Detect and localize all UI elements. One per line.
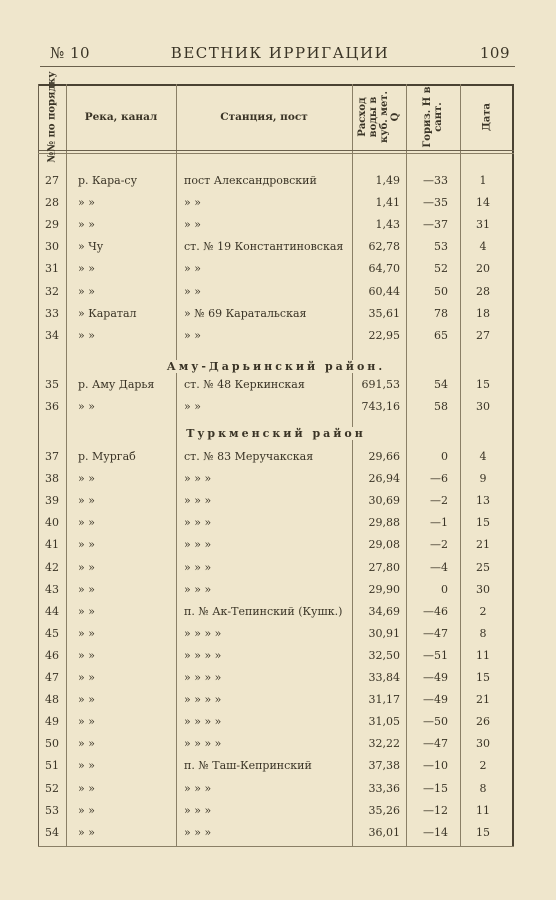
- date-cell: 15: [476, 671, 490, 684]
- river-cell: р. Мургаб: [78, 450, 136, 463]
- horizon-cell: —47: [423, 626, 448, 640]
- date-cell: 31: [476, 218, 490, 232]
- date-cell: 25: [476, 560, 490, 574]
- river-cell: р. Кара-су: [78, 174, 138, 187]
- horizon-cell: —46: [423, 604, 448, 618]
- column-header-flow-label: Расход воды в куб. мет. Q: [357, 91, 401, 143]
- river-cell: » Чу: [78, 240, 104, 254]
- horizon-cell: —2: [430, 494, 448, 508]
- horizon-cell: —50: [423, 715, 448, 729]
- flow-cell: 29,08: [368, 538, 400, 552]
- column-header-flow: [352, 84, 406, 150]
- row-number: 52: [45, 781, 59, 795]
- table-bottom-rule: [38, 846, 514, 847]
- row-number: 32: [45, 284, 59, 298]
- river-cell: » »: [78, 648, 95, 662]
- table-row: [38, 236, 514, 258]
- page-header: [50, 44, 510, 66]
- river-cell: » »: [78, 715, 95, 729]
- table-row: [38, 623, 514, 645]
- station-cell: ст. № 48 Керкинская: [184, 378, 305, 391]
- date-cell: 30: [476, 737, 490, 751]
- column-header-river-label: Река, канал: [84, 111, 158, 123]
- table-row: [38, 689, 514, 711]
- section-heading-text: Туркменский район: [182, 427, 370, 440]
- horizon-cell: —51: [423, 648, 448, 662]
- horizon-cell: 54: [434, 378, 448, 391]
- station-cell: » » »: [184, 825, 212, 839]
- table-row: [38, 281, 514, 303]
- horizon-cell: 0: [441, 582, 448, 596]
- row-number: 49: [45, 715, 59, 729]
- station-cell: п. № Ак-Тепинский (Кушк.): [184, 604, 343, 618]
- horizon-cell: —2: [430, 538, 448, 552]
- station-cell: » № 69 Каратальская: [184, 306, 307, 320]
- flow-cell: 34,69: [368, 604, 400, 618]
- horizon-cell: 50: [434, 284, 448, 298]
- row-number: 50: [45, 737, 59, 751]
- date-cell: 8: [479, 626, 487, 640]
- date-cell: 11: [476, 648, 490, 662]
- date-cell: 9: [479, 472, 487, 486]
- data-table: [38, 71, 514, 846]
- table-row: [38, 534, 514, 556]
- date-cell: 14: [476, 196, 490, 210]
- table-row: [38, 468, 514, 490]
- row-number: 48: [45, 693, 59, 707]
- table-row: [38, 800, 514, 822]
- river-cell: » »: [78, 759, 95, 773]
- horizon-cell: —37: [423, 218, 448, 232]
- flow-cell: 62,78: [368, 240, 400, 254]
- river-cell: » »: [78, 693, 95, 707]
- date-cell: 20: [476, 262, 490, 276]
- station-cell: » » » »: [184, 715, 222, 729]
- station-cell: » » »: [184, 582, 212, 596]
- flow-cell: 36,01: [368, 825, 400, 839]
- table-row: [38, 446, 514, 468]
- table-row: [38, 170, 514, 192]
- station-cell: » » »: [184, 803, 212, 817]
- column-header-date: [460, 84, 514, 150]
- river-cell: р. Аму Дарья: [78, 378, 155, 391]
- table-row: [38, 214, 514, 236]
- date-cell: 4: [479, 240, 487, 254]
- river-cell: » »: [78, 328, 95, 342]
- row-number: 41: [45, 538, 59, 552]
- header-bottom-rule: [38, 153, 514, 154]
- flow-cell: 26,94: [368, 472, 400, 486]
- row-number: 29: [45, 218, 59, 232]
- date-cell: 13: [476, 494, 490, 508]
- date-cell: 8: [479, 781, 487, 795]
- column-header-num: [38, 71, 66, 163]
- row-number: 30: [45, 240, 59, 254]
- river-cell: » »: [78, 671, 95, 684]
- horizon-cell: —14: [423, 825, 448, 839]
- horizon-cell: —47: [423, 737, 448, 751]
- date-cell: 2: [479, 759, 487, 773]
- flow-cell: 35,26: [368, 803, 400, 817]
- table-row: [38, 645, 514, 667]
- station-cell: » »: [184, 218, 201, 232]
- issue-number: № 10: [50, 44, 91, 62]
- table-row: [38, 557, 514, 579]
- date-cell: 28: [476, 284, 490, 298]
- date-cell: 15: [476, 378, 490, 391]
- station-cell: » » » »: [184, 648, 222, 662]
- flow-cell: 30,69: [368, 494, 400, 508]
- station-cell: » »: [184, 328, 201, 342]
- flow-cell: 31,05: [368, 715, 400, 729]
- journal-title: ВЕСТНИК ИРРИГАЦИИ: [170, 44, 390, 62]
- station-cell: ст. № 19 Константиновская: [184, 240, 344, 254]
- river-cell: » »: [78, 400, 95, 414]
- flow-cell: 1,43: [375, 218, 400, 232]
- flow-cell: 33,36: [368, 781, 400, 795]
- horizon-cell: —15: [423, 781, 448, 795]
- row-number: 28: [45, 196, 59, 210]
- row-number: 38: [45, 472, 59, 486]
- row-number: 33: [45, 306, 59, 320]
- flow-cell: 64,70: [368, 262, 400, 276]
- river-cell: » »: [78, 494, 95, 508]
- horizon-cell: 65: [434, 328, 448, 342]
- river-cell: » »: [78, 560, 95, 574]
- row-number: 35: [45, 378, 59, 391]
- station-cell: » » » »: [184, 737, 222, 751]
- table-row: [38, 258, 514, 280]
- date-cell: 15: [476, 825, 490, 839]
- river-cell: » »: [78, 626, 95, 640]
- horizon-cell: —49: [423, 671, 448, 684]
- date-cell: 27: [476, 328, 490, 342]
- table-row: [38, 579, 514, 601]
- table-row: [38, 755, 514, 777]
- table-row: [38, 325, 514, 347]
- horizon-cell: —35: [423, 196, 448, 210]
- table-row: [38, 601, 514, 623]
- horizon-cell: 0: [441, 450, 448, 463]
- column-header-num-label: №№ по порядку: [46, 71, 58, 163]
- station-cell: » » » »: [184, 626, 222, 640]
- station-cell: » » »: [184, 538, 212, 552]
- flow-cell: 35,61: [368, 306, 400, 320]
- table-row: [38, 396, 514, 418]
- river-cell: » Каратал: [78, 306, 137, 320]
- horizon-cell: 53: [434, 240, 448, 254]
- station-cell: » »: [184, 400, 201, 414]
- river-cell: » »: [78, 604, 95, 618]
- column-header-horiz-label: Гориз. Н в сант.: [422, 86, 444, 148]
- station-cell: пост Александровский: [184, 174, 317, 187]
- river-cell: » »: [78, 262, 95, 276]
- column-header-river: [66, 84, 176, 150]
- table-row: [38, 512, 514, 534]
- river-cell: » »: [78, 284, 95, 298]
- date-cell: 15: [476, 516, 490, 530]
- river-cell: » »: [78, 538, 95, 552]
- horizon-cell: —12: [423, 803, 448, 817]
- horizon-cell: 78: [434, 306, 448, 320]
- row-number: 54: [45, 825, 59, 839]
- station-cell: п. № Таш-Кепринский: [184, 759, 312, 773]
- station-cell: » » »: [184, 560, 212, 574]
- flow-cell: 29,90: [368, 582, 400, 596]
- date-cell: 18: [476, 306, 490, 320]
- flow-cell: 32,50: [368, 648, 400, 662]
- flow-cell: 743,16: [361, 400, 400, 414]
- table-row: [38, 711, 514, 733]
- station-cell: » »: [184, 262, 201, 276]
- date-cell: 1: [479, 174, 487, 187]
- flow-cell: 1,49: [375, 174, 400, 187]
- row-number: 42: [45, 560, 59, 574]
- table-row: [38, 374, 514, 396]
- flow-cell: 691,53: [361, 378, 400, 391]
- date-cell: 2: [479, 604, 487, 618]
- row-number: 46: [45, 648, 59, 662]
- row-number: 44: [45, 604, 59, 618]
- flow-cell: 1,41: [375, 196, 400, 210]
- row-number: 45: [45, 626, 59, 640]
- date-cell: 11: [476, 803, 490, 817]
- horizon-cell: —4: [430, 560, 448, 574]
- row-number: 34: [45, 328, 59, 342]
- flow-cell: 29,88: [368, 516, 400, 530]
- flow-cell: 37,38: [368, 759, 400, 773]
- flow-cell: 31,17: [368, 693, 400, 707]
- column-header-station-label: Станция, пост: [220, 111, 308, 123]
- station-cell: » » »: [184, 781, 212, 795]
- row-number: 43: [45, 582, 59, 596]
- flow-cell: 30,91: [368, 626, 400, 640]
- horizon-cell: —6: [430, 472, 448, 486]
- table-row: [38, 303, 514, 325]
- station-cell: ст. № 83 Меручакская: [184, 450, 314, 463]
- flow-cell: 60,44: [368, 284, 400, 298]
- column-header-horiz: [406, 84, 460, 150]
- river-cell: » »: [78, 582, 95, 596]
- horizon-cell: 58: [434, 400, 448, 414]
- row-number: 39: [45, 494, 59, 508]
- row-number: 31: [45, 262, 59, 276]
- flow-cell: 22,95: [368, 328, 400, 342]
- station-cell: » »: [184, 284, 201, 298]
- row-number: 40: [45, 516, 59, 530]
- station-cell: » » »: [184, 516, 212, 530]
- flow-cell: 27,80: [368, 560, 400, 574]
- table-row: [38, 733, 514, 755]
- date-cell: 30: [476, 400, 490, 414]
- header-rule: [40, 66, 515, 67]
- section-heading-text: Аму-Дарьинский район.: [163, 360, 389, 373]
- header-bottom-rule: [38, 150, 514, 151]
- station-cell: » » » »: [184, 693, 222, 707]
- date-cell: 21: [476, 693, 490, 707]
- row-number: 36: [45, 400, 59, 414]
- river-cell: » »: [78, 218, 95, 232]
- date-cell: 4: [479, 450, 487, 463]
- date-cell: 30: [476, 582, 490, 596]
- table-row: [38, 667, 514, 689]
- river-cell: » »: [78, 803, 95, 817]
- row-number: 53: [45, 803, 59, 817]
- table-row: [38, 778, 514, 800]
- flow-cell: 33,84: [368, 671, 400, 684]
- horizon-cell: 52: [434, 262, 448, 276]
- flow-cell: 29,66: [368, 450, 400, 463]
- column-header-station: [176, 84, 352, 150]
- river-cell: » »: [78, 516, 95, 530]
- date-cell: 21: [476, 538, 490, 552]
- horizon-cell: —10: [423, 759, 448, 773]
- section-heading: [38, 423, 514, 445]
- table-row: [38, 490, 514, 512]
- column-header-date-label: Дата: [481, 102, 493, 132]
- date-cell: 26: [476, 715, 490, 729]
- river-cell: » »: [78, 196, 95, 210]
- river-cell: » »: [78, 781, 95, 795]
- station-cell: » » »: [184, 472, 212, 486]
- river-cell: » »: [78, 737, 95, 751]
- horizon-cell: —33: [423, 174, 448, 187]
- station-cell: » »: [184, 196, 201, 210]
- table-row: [38, 192, 514, 214]
- row-number: 37: [45, 450, 59, 463]
- river-cell: » »: [78, 825, 95, 839]
- row-number: 51: [45, 759, 59, 773]
- flow-cell: 32,22: [368, 737, 400, 751]
- page-number: 109: [479, 44, 510, 62]
- row-number: 27: [45, 174, 59, 187]
- horizon-cell: —49: [423, 693, 448, 707]
- station-cell: » » » »: [184, 671, 222, 684]
- table-row: [38, 822, 514, 844]
- row-number: 47: [45, 671, 59, 684]
- river-cell: » »: [78, 472, 95, 486]
- horizon-cell: —1: [430, 516, 448, 530]
- station-cell: » » »: [184, 494, 212, 508]
